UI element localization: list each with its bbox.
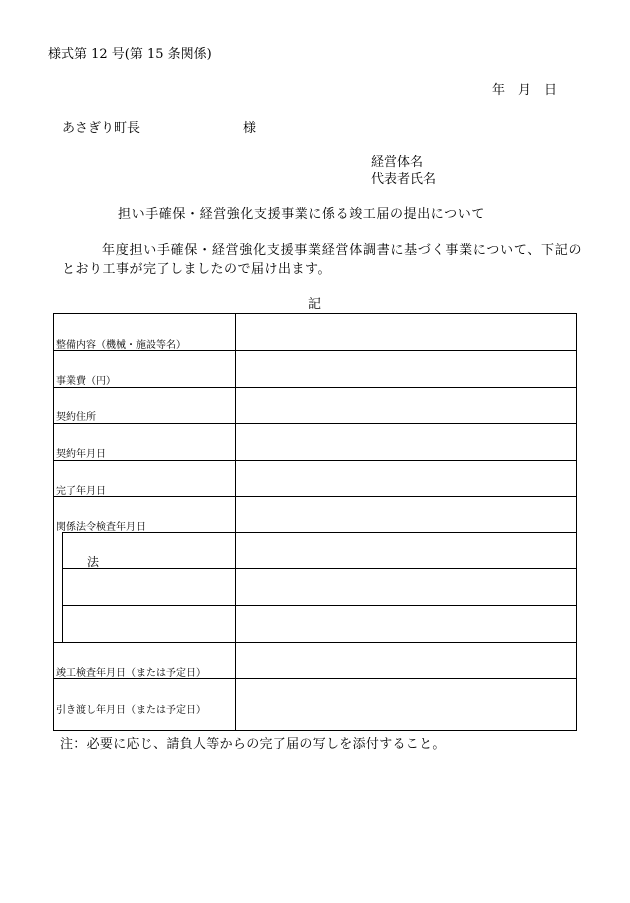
label-cell (54, 461, 236, 496)
document-title: 担い手確保・経営強化支援事業に係る竣工届の提出について (118, 207, 485, 222)
table-row (54, 678, 576, 730)
addressee-honorific: 様 (243, 121, 257, 136)
value-cell[interactable] (236, 532, 576, 568)
divider (63, 605, 576, 606)
table-row (54, 387, 576, 423)
body-text: 年度担い手確保・経営強化支援事業経営体調書に基づく事業について、下記のとおり工事が完了しましたので届け出ます。 (62, 243, 582, 277)
row-label: 契約年月日 (56, 449, 106, 460)
label-cell (54, 643, 236, 678)
sub-row-indent (54, 532, 63, 642)
label-cell (54, 388, 236, 423)
table-row (54, 496, 576, 532)
addressee-name: あさぎり町長 (62, 121, 141, 136)
sender-org-label: 経営体名 (371, 155, 424, 170)
record-heading: 記 (308, 297, 322, 312)
table-row (54, 460, 576, 496)
value-cell[interactable] (236, 388, 576, 423)
table-row (54, 423, 576, 460)
date-line: 年 月 日 (492, 83, 558, 98)
value-cell[interactable] (236, 351, 576, 387)
value-cell[interactable] (236, 643, 576, 678)
sub-label-cell (63, 568, 236, 605)
addressee (62, 121, 257, 136)
divider (63, 568, 576, 569)
label-cell (54, 351, 236, 387)
form-number: 様式第 12 号(第 15 条関係) (48, 47, 212, 62)
value-cell[interactable] (236, 568, 576, 605)
table-row (54, 642, 576, 678)
value-cell[interactable] (236, 679, 576, 730)
value-cell[interactable] (236, 497, 576, 532)
sub-row-label: 法 (87, 555, 100, 569)
label-cell (54, 424, 236, 460)
value-cell[interactable] (236, 605, 576, 642)
value-cell[interactable] (236, 314, 576, 350)
label-cell (54, 679, 236, 730)
value-cell[interactable] (236, 424, 576, 460)
record-table (53, 313, 577, 731)
sub-label-cell (63, 532, 236, 568)
table-row (54, 314, 576, 350)
row-label: 関係法令検査年月日 (56, 522, 146, 533)
sub-label-cell (63, 605, 236, 642)
label-cell (54, 314, 236, 350)
table-row (54, 350, 576, 387)
sub-row-group (54, 532, 576, 642)
label-cell (54, 497, 236, 532)
row-label: 引き渡し年月日（または予定日） (56, 705, 206, 716)
row-label: 完了年月日 (56, 486, 106, 497)
sender-rep-label: 代表者氏名 (371, 172, 437, 187)
row-label: 契約住所 (56, 412, 96, 423)
divider (63, 532, 576, 533)
value-cell[interactable] (236, 461, 576, 496)
row-label: 竣工検査年月日（または予定日） (56, 668, 206, 679)
row-label: 整備内容（機械・施設等名） (56, 340, 186, 351)
row-label: 事業費（円） (56, 376, 116, 387)
footnote: 注：必要に応じ、請負人等からの完了届の写しを添付すること。 (60, 737, 446, 752)
